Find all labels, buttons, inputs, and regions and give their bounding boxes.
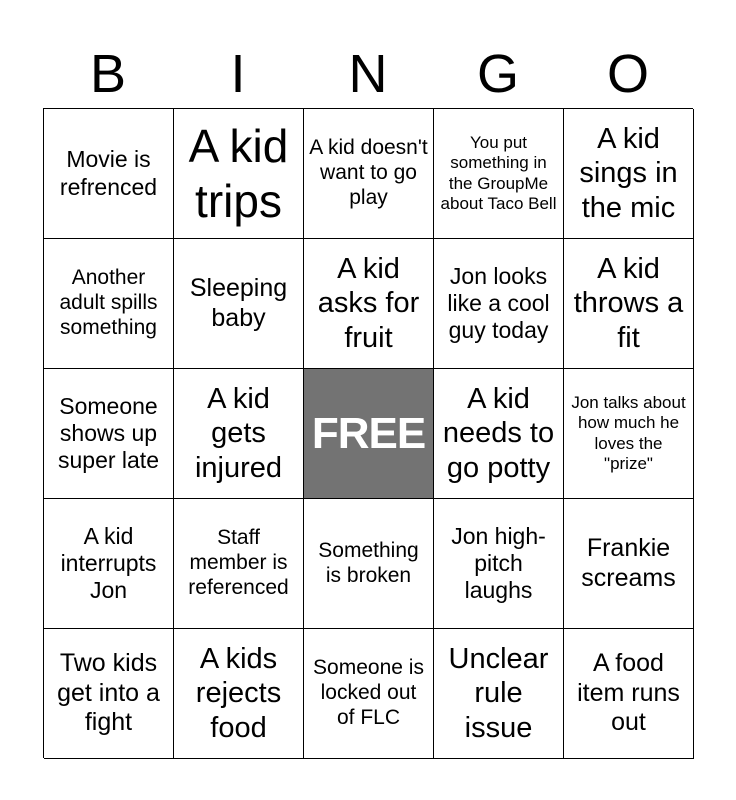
bingo-cell-r5c1[interactable] — [44, 629, 174, 759]
cell-text: Someone shows up super late — [57, 392, 159, 474]
cell-text: You put something in the GroupMe about Taco Bell — [440, 133, 557, 213]
free-space-cell[interactable] — [304, 369, 434, 499]
cell-text: Jon high-pitch laughs — [451, 522, 546, 604]
bingo-cell-r1c4[interactable] — [434, 109, 564, 239]
bingo-cell-r2c2[interactable] — [174, 239, 304, 369]
cell-text: Movie is refrenced — [59, 146, 158, 200]
cell-text: A kid gets injured — [194, 383, 283, 484]
bingo-cell-r4c1[interactable] — [44, 499, 174, 629]
bingo-cell-r3c2[interactable] — [174, 369, 304, 499]
cell-text: A kid interrupts Jon — [60, 522, 157, 604]
bingo-cell-r3c1[interactable] — [44, 369, 174, 499]
header-letter-i: I — [230, 44, 246, 104]
cell-text: A kids rejects food — [195, 643, 282, 744]
cell-text: Frankie screams — [581, 534, 676, 592]
cell-text: Something is broken — [318, 538, 419, 587]
bingo-cell-r5c5[interactable] — [564, 629, 694, 759]
cell-text: Two kids get into a fight — [57, 649, 160, 737]
bingo-header — [43, 40, 693, 108]
header-letter-o: O — [606, 44, 649, 104]
cell-text: A kid trips — [188, 120, 289, 227]
bingo-cell-r2c1[interactable] — [44, 239, 174, 369]
bingo-cell-r2c4[interactable] — [434, 239, 564, 369]
bingo-cell-r5c3[interactable] — [304, 629, 434, 759]
cell-text: Another adult spills something — [59, 266, 158, 339]
header-letter-g: G — [476, 44, 519, 104]
cell-text: A kid sings in the mic — [579, 123, 678, 224]
bingo-cell-r4c4[interactable] — [434, 499, 564, 629]
header-letter-n: N — [348, 44, 388, 104]
cell-text: A kid throws a fit — [573, 253, 684, 354]
header-letter-b: B — [89, 44, 127, 104]
bingo-cell-r1c1[interactable] — [44, 109, 174, 239]
cell-text: A food item runs out — [577, 649, 680, 737]
bingo-cell-r3c5[interactable] — [564, 369, 694, 499]
bingo-cell-r3c4[interactable] — [434, 369, 564, 499]
bingo-cell-r1c5[interactable] — [564, 109, 694, 239]
bingo-cell-r5c4[interactable] — [434, 629, 564, 759]
bingo-cell-r4c2[interactable] — [174, 499, 304, 629]
bingo-grid — [43, 108, 693, 758]
bingo-cell-r1c2[interactable] — [174, 109, 304, 239]
cell-text: A kid doesn't want to go play — [309, 136, 428, 209]
bingo-cell-r5c2[interactable] — [174, 629, 304, 759]
cell-text: Sleeping baby — [189, 274, 288, 332]
cell-text: Unclear rule issue — [448, 643, 549, 744]
bingo-cell-r1c3[interactable] — [304, 109, 434, 239]
cell-text: Jon talks about how much he loves the "prize" — [571, 393, 686, 473]
cell-text: Staff member is referenced — [188, 526, 289, 599]
free-space-label: FREE — [311, 408, 426, 458]
bingo-cell-r4c5[interactable] — [564, 499, 694, 629]
cell-text: A kid needs to go potty — [442, 383, 555, 484]
cell-text: Jon looks like a cool guy today — [447, 262, 550, 344]
cell-text: Someone is locked out of FLC — [313, 656, 424, 729]
bingo-cell-r2c3[interactable] — [304, 239, 434, 369]
bingo-cell-r2c5[interactable] — [564, 239, 694, 369]
cell-text: A kid asks for fruit — [317, 253, 420, 354]
bingo-cell-r4c3[interactable] — [304, 499, 434, 629]
